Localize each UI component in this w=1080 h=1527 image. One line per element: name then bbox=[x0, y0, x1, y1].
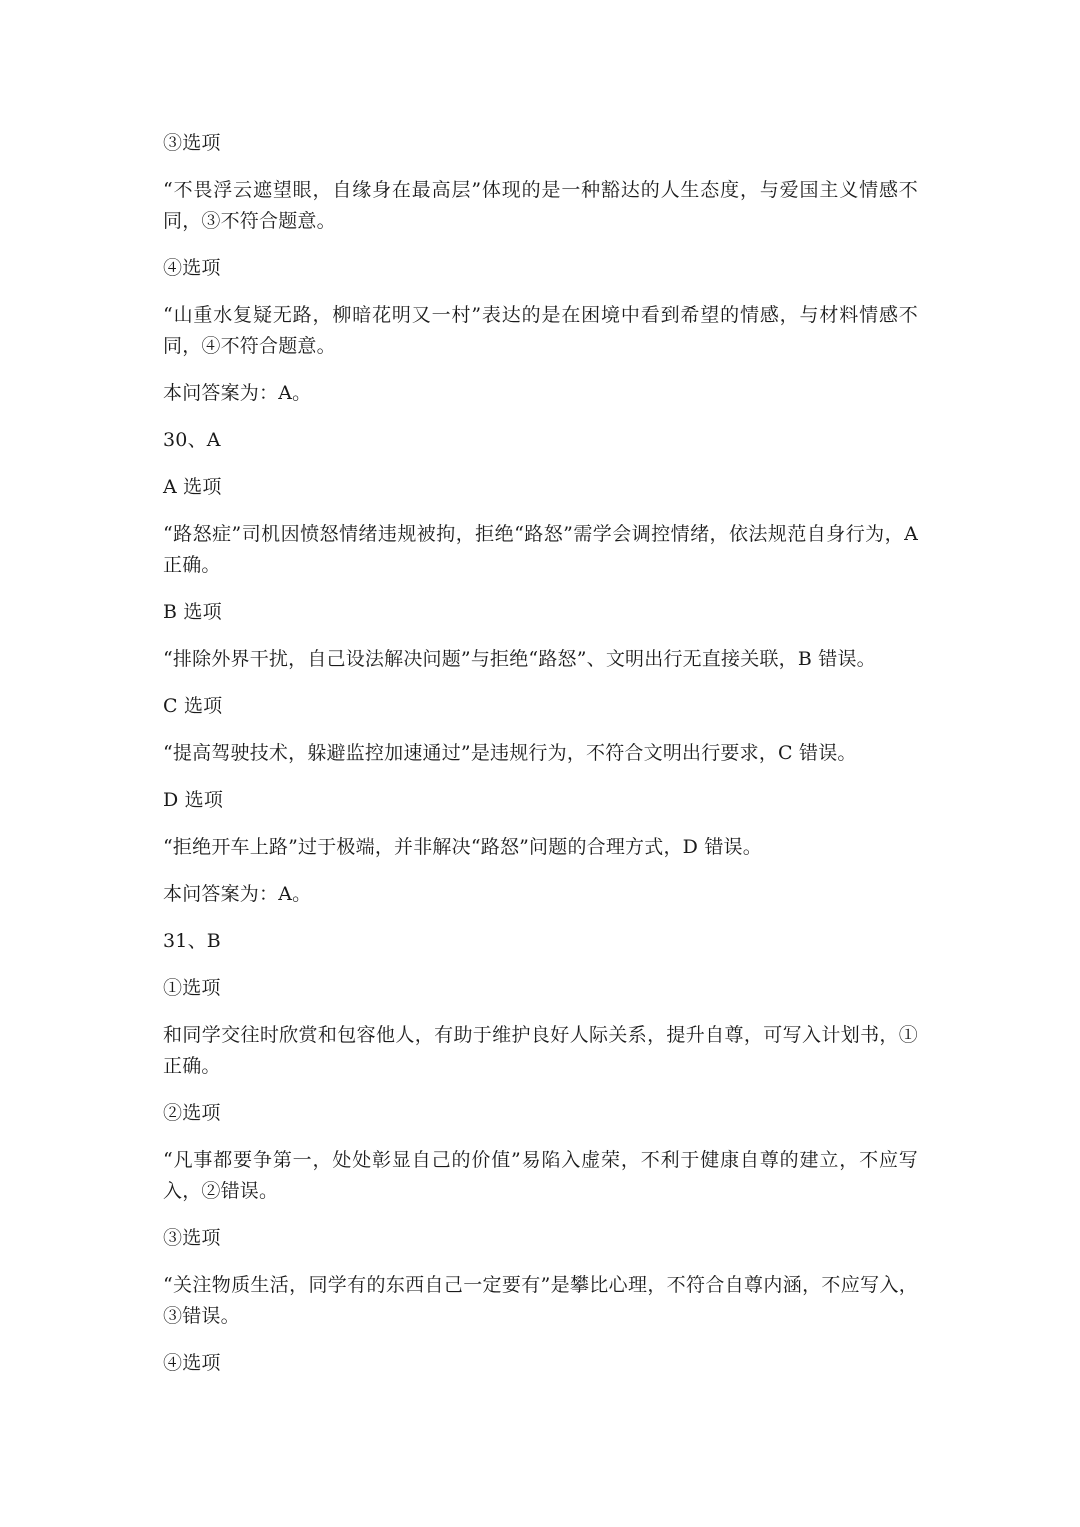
explanation-paragraph: “路怒症”司机因愤怒情绪违规被拘，拒绝“路怒”需学会调控情绪，依法规范自身行为，A 正确。 bbox=[163, 523, 918, 576]
question-heading: 30、A bbox=[163, 429, 221, 451]
document-page bbox=[163, 128, 918, 1395]
explanation-paragraph: “凡事都要争第一，处处彰显自己的价值”易陷入虚荣，不利于健康自尊的建立，不应写入，②错误。 bbox=[163, 1149, 918, 1202]
option-label: ②选项 bbox=[163, 1102, 221, 1124]
question-heading: 31、B bbox=[163, 930, 221, 952]
option-label: C 选项 bbox=[163, 695, 223, 717]
option-label: B 选项 bbox=[163, 601, 222, 623]
explanation-paragraph: “山重水复疑无路，柳暗花明又一村”表达的是在困境中看到希望的情感，与材料情感不同，④不符合题意。 bbox=[163, 304, 918, 357]
option-label: ④选项 bbox=[163, 1352, 221, 1374]
option-label: A 选项 bbox=[163, 476, 222, 498]
explanation-paragraph: “不畏浮云遮望眼，自缘身在最高层”体现的是一种豁达的人生态度，与爱国主义情感不同，③不符合题意。 bbox=[163, 179, 918, 232]
explanation-paragraph: 和同学交往时欣赏和包容他人，有助于维护良好人际关系，提升自尊，可写入计划书，①正确。 bbox=[163, 1024, 918, 1077]
option-label: ③选项 bbox=[163, 132, 221, 154]
option-label: ④选项 bbox=[163, 257, 221, 279]
answer-summary: 本问答案为：A。 bbox=[163, 883, 312, 905]
explanation-paragraph: “提高驾驶技术，躲避监控加速通过”是违规行为，不符合文明出行要求，C 错误。 bbox=[163, 742, 857, 764]
option-label: ①选项 bbox=[163, 977, 221, 999]
option-label: ③选项 bbox=[163, 1227, 221, 1249]
explanation-paragraph: “排除外界干扰，自己设法解决问题”与拒绝“路怒”、文明出行无直接关联，B 错误。 bbox=[163, 648, 876, 670]
explanation-paragraph: “关注物质生活，同学有的东西自己一定要有”是攀比心理，不符合自尊内涵，不应写入，③错误。 bbox=[163, 1274, 918, 1327]
option-label: D 选项 bbox=[163, 789, 224, 811]
explanation-paragraph: “拒绝开车上路”过于极端，并非解决“路怒”问题的合理方式，D 错误。 bbox=[163, 836, 762, 858]
answer-summary: 本问答案为：A。 bbox=[163, 382, 312, 404]
